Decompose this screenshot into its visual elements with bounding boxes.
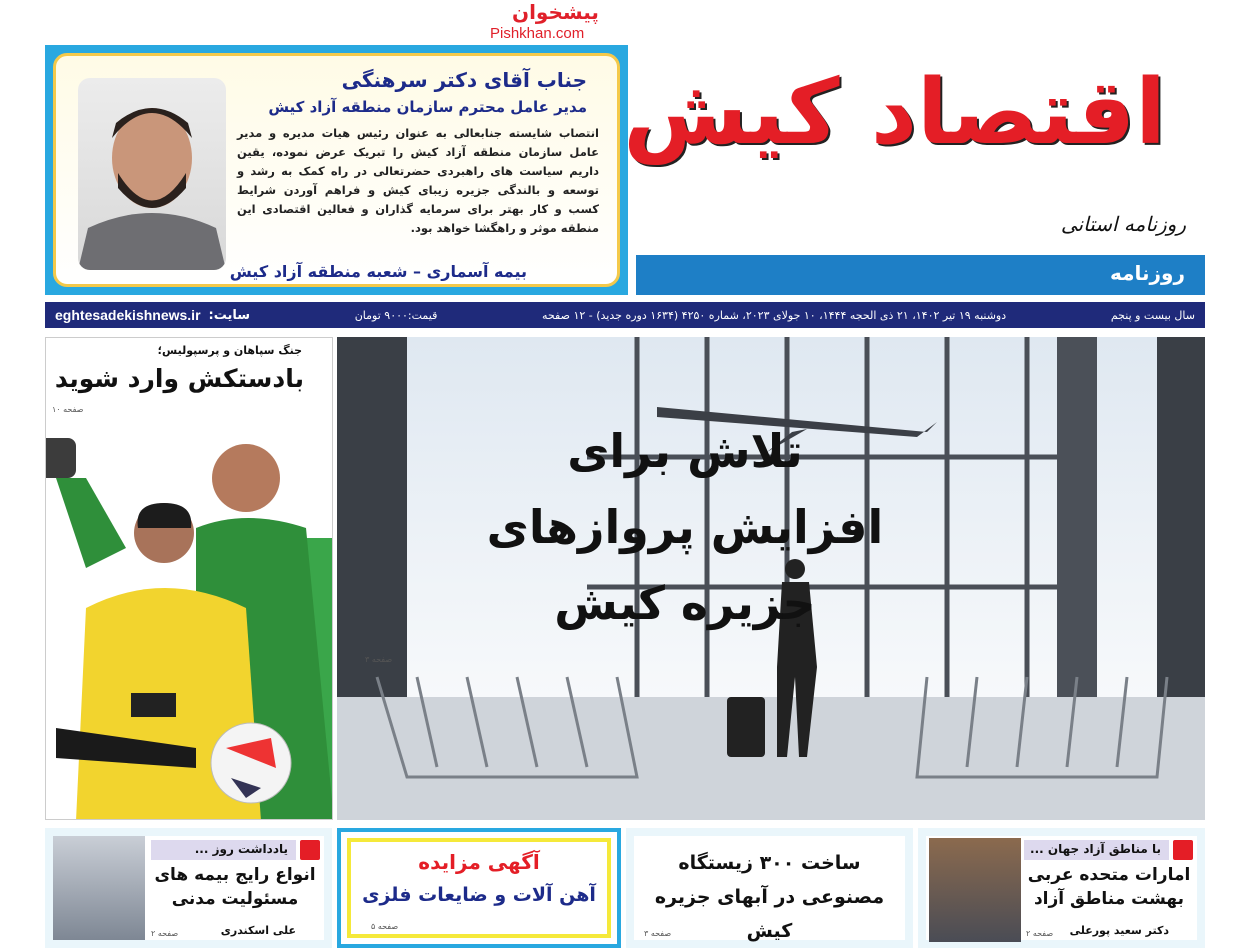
newspaper-logo bbox=[623, 40, 1206, 255]
page-ref: صفحه ۲ bbox=[151, 929, 179, 938]
main-story[interactable] bbox=[337, 337, 1205, 820]
author-name: دکتر سعید پورعلی bbox=[1069, 924, 1169, 937]
logo-subtitle: روزنامه استانی bbox=[1060, 212, 1186, 236]
section-icon bbox=[1173, 840, 1193, 860]
logo-text: اقتصاد کیش bbox=[623, 60, 1166, 165]
watermark-persian: پیشخوان bbox=[512, 0, 599, 24]
free-zones-column[interactable] bbox=[918, 828, 1205, 948]
main-page-ref: صفحه ۳ bbox=[365, 655, 393, 664]
football-players-photo bbox=[46, 418, 333, 820]
ad-body: انتصاب شایسته جنابعالی به عنوان رئیس هیات مدیره و مدیر عامل سازمان منطقه آزاد کیش را تبریک عرض نموده، یقین داریم سیاست های راهبردی حضرتعالی در راه کمک به رشد و توسعه و بالندگی جزیره زیبای کیش و فراهم آوردن شرایط کسب و کار بهتر برای سرمایه گذاران و فعالین اقتصادی این منطقه موثر و راهگشا خواهد بود. bbox=[237, 126, 599, 235]
ad-portrait-photo bbox=[78, 78, 226, 270]
main-headline-line: جزیره کیش bbox=[554, 576, 816, 630]
main-headline-line: تلاش برای bbox=[567, 424, 803, 478]
site-link[interactable]: eghtesadekishnews.ir bbox=[55, 307, 201, 323]
section-icon bbox=[300, 840, 320, 860]
page-ref: صفحه ۳ bbox=[644, 929, 672, 938]
page-ref: صفحه ۲ bbox=[1026, 929, 1054, 938]
section-tag: یادداشت روز ... bbox=[151, 840, 296, 860]
date-issue: دوشنبه ۱۹ تیر ۱۴۰۲، ۲۱ ذی الحجه ۱۴۴۴، ۱۰ جولای ۲۰۲۳، شماره ۴۲۵۰ (۱۶۳۴ دوره جدید) - ۱۲ صفحه bbox=[542, 308, 1007, 322]
page-ref: صفحه ۵ bbox=[371, 922, 399, 931]
note-title: انواع رایج بیمه های مسئولیت مدنی bbox=[154, 865, 316, 909]
auction-title: آگهی مزایده bbox=[418, 850, 540, 874]
sports-headline: بادستکش وارد شوید bbox=[54, 364, 304, 393]
masthead-bar bbox=[636, 255, 1205, 295]
site-label: سایت: bbox=[208, 307, 251, 323]
author-name: علی اسکندری bbox=[220, 924, 296, 937]
price: قیمت:۹۰۰۰ تومان bbox=[354, 308, 438, 322]
artificial-habitats-story[interactable] bbox=[626, 828, 913, 948]
congratulation-ad bbox=[45, 45, 628, 295]
story-title: ساخت ۳۰۰ زیستگاه مصنوعی در آبهای جزیره کیش bbox=[654, 852, 885, 942]
sports-page-ref: صفحه ۱۰ bbox=[52, 405, 84, 414]
auction-ad[interactable] bbox=[337, 828, 621, 948]
sports-story[interactable] bbox=[45, 337, 333, 820]
masthead-bar-label: روزنامه bbox=[1110, 261, 1185, 285]
ad-signature: بیمه آسماری – شعبه منطقه آزاد کیش bbox=[229, 262, 527, 281]
main-headline-line: افزایش پروازهای bbox=[486, 500, 884, 554]
info-bar bbox=[45, 302, 1205, 328]
column-title: امارات متحده عربی بهشت مناطق آزاد bbox=[1027, 865, 1191, 909]
watermark-latin: Pishkhan.com bbox=[490, 25, 585, 42]
author-photo bbox=[53, 836, 145, 940]
pishkhan-watermark bbox=[490, 0, 610, 44]
note-of-the-day[interactable] bbox=[45, 828, 332, 948]
ad-subtitle: مدیر عامل محترم سازمان منطقه آزاد کیش bbox=[268, 98, 587, 116]
main-headline bbox=[455, 413, 915, 641]
ad-title: جناب آقای دکتر سرهنگی bbox=[341, 68, 587, 92]
site-group bbox=[55, 307, 250, 323]
sports-kicker: جنگ سپاهان و پرسپولیس؛ bbox=[157, 344, 302, 357]
year-label: سال بیست و پنجم bbox=[1110, 308, 1195, 322]
section-tag: با مناطق آزاد جهان ... bbox=[1024, 840, 1169, 860]
author-photo bbox=[929, 838, 1021, 942]
auction-subtitle: آهن آلات و ضایعات فلزی bbox=[362, 884, 596, 906]
